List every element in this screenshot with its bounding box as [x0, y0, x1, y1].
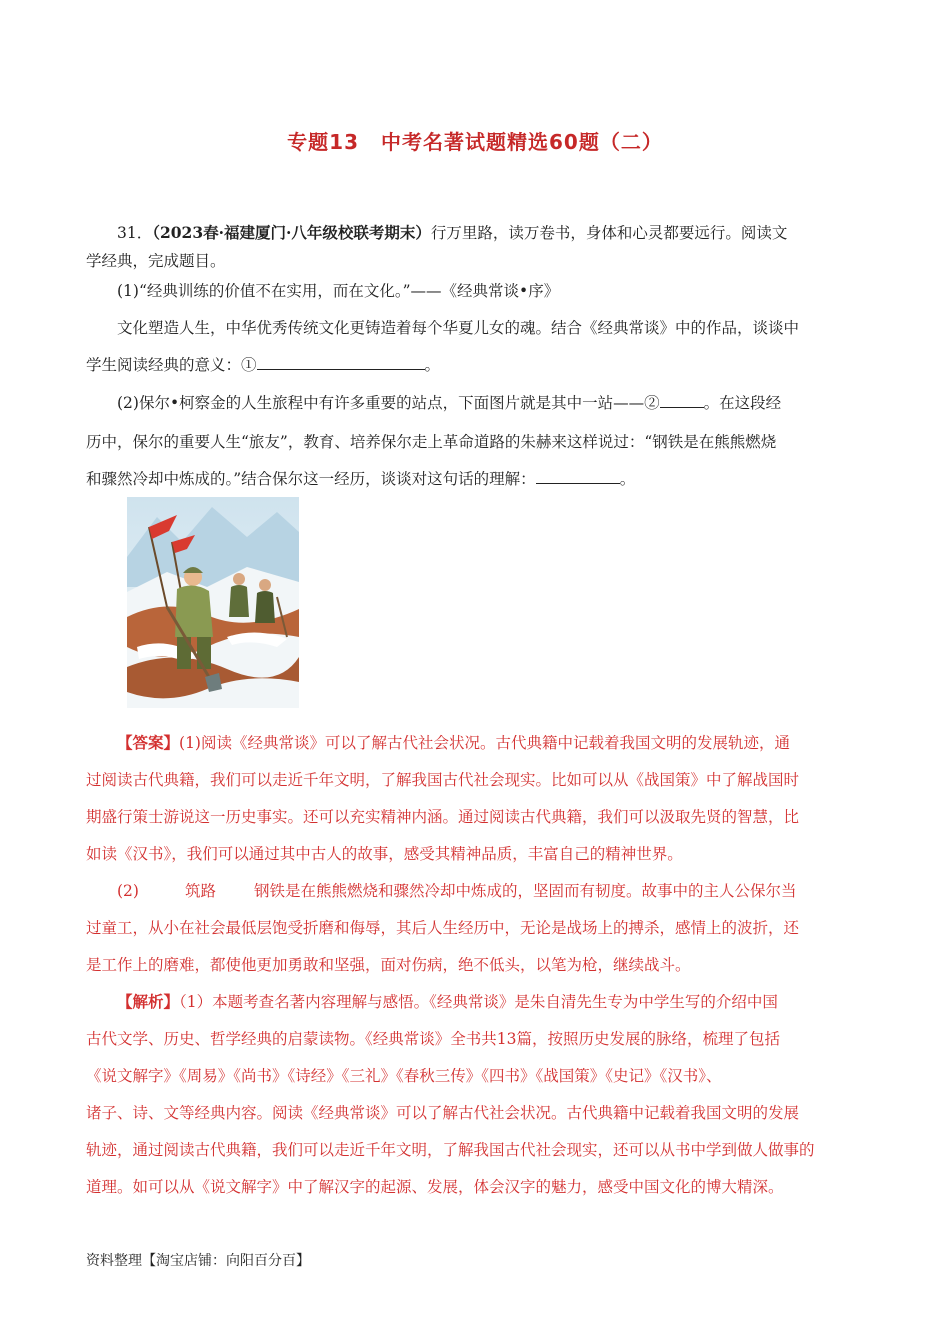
question-intro-cont: 学经典，完成题目。 — [86, 252, 226, 270]
answer-p2-line-3: 是工作上的磨难，都使他更加勇敢和坚强，面对伤病，绝不低头，以笔为枪，继续战斗。 — [86, 956, 691, 974]
answer-blank-3[interactable] — [536, 465, 620, 484]
answer-line-1: 【答案】(1)阅读《经典常谈》可以了解古代社会状况。古代典籍中记载着我国文明的发展轨迹，通 — [117, 733, 790, 752]
sub2-text: (2)保尔•柯察金的人生旅程中有许多重要的站点，下面图片就是其中一站——② 。在这段经 — [86, 382, 864, 424]
analysis-line-6: 道理。如可以从《说文解字》中了解汉字的起源、发展，体会汉字的魅力，感受中国文化的博大精深。 — [86, 1178, 784, 1196]
sub1-quote: (1)“经典训练的价值不在实用，而在文化。”——《经典常谈•序》 — [117, 282, 560, 300]
question-intro-text: 行万里路，读万卷书，身体和心灵都要远行。阅读文 — [430, 224, 788, 242]
question-block — [86, 218, 864, 498]
answer-line-4: 如读《汉书》，我们可以通过其中古人的故事，感受其精神品质，丰富自己的精神世界。 — [86, 845, 683, 863]
sub1-text: 文化塑造人生，中华优秀传统文化更铸造着每个华夏儿女的魂。结合《经典常谈》中的作品，谈谈中 — [117, 319, 800, 337]
answer-p2-word: 筑路 — [184, 882, 216, 900]
analysis-line-1: 【解析】（1）本题考查名著内容理解与感悟。《经典常谈》是朱自清先生专为中学生写的介绍中国 — [117, 992, 778, 1011]
analysis-line-4: 诸子、诗、文等经典内容。阅读《经典常谈》可以了解古代社会状况。古代典籍中记载着我国文明的发展 — [86, 1104, 800, 1122]
analysis-block — [86, 983, 864, 1206]
answer-label: 【答案】 — [117, 733, 180, 752]
analysis-line-5: 轨迹，通过阅读古代典籍，我们可以走近千年文明，了解我国古代社会现实，还可以从书中学到做人做事的 — [86, 1141, 815, 1159]
analysis-line-2: 古代文学、历史、哲学经典的启蒙读物。《经典常谈》全书共13篇，按照历史发展的脉络，梳理了包括 — [86, 1030, 780, 1048]
sub1-prompt: 学生阅读经典的意义：① 。 — [86, 348, 864, 382]
answer-block — [86, 724, 864, 984]
page-footer: 资料整理【淘宝店铺：向阳百分百】 — [86, 1253, 310, 1269]
answer-line-2: 过阅读古代典籍，我们可以走近千年文明，了解我国古代社会现实。比如可以从《战国策》中了解战国时 — [86, 771, 800, 789]
title-main: 中考名著试题精选60题（二） — [381, 130, 663, 154]
analysis-line-3: 《说文解字》《周易》《尚书》《诗经》《三礼》《春秋三传》《四书》《战国策》《史记》《汉书》、 — [86, 1067, 722, 1085]
answer-p2-line-2: 过童工，从小在社会最低层饱受折磨和侮辱，其后人生经历中，无论是战场上的搏杀，感情上的波折，还 — [86, 919, 800, 937]
soldiers-building-road-illustration — [127, 497, 299, 708]
question-source: （2023春·福建厦门·八年级校联考期末） — [152, 223, 431, 242]
answer-blank-2[interactable] — [660, 389, 704, 408]
page-title — [0, 126, 950, 155]
sub2-prompt: 和骤然冷却中炼成的。”结合保尔这一经历，谈谈对这句话的理解： 。 — [86, 461, 864, 498]
question-number: 31． — [117, 224, 153, 242]
title-topic: 专题13 — [287, 130, 359, 154]
answer-p2-line-1: (2) 筑路 钢铁是在熊熊燃烧和骤然冷却中炼成的，坚固而有韧度。故事中的主人公保尔当 — [117, 882, 797, 900]
sub2-text-cont: 历中，保尔的重要人生“旅友”，教育、培养保尔走上革命道路的朱赫来这样说过：“钢铁是在熊熊燃烧 — [86, 433, 777, 451]
answer-line-3: 期盛行策士游说这一历史事实。还可以充实精神内涵。通过阅读古代典籍，我们可以汲取先贤的智慧，比 — [86, 808, 800, 826]
question-intro — [86, 218, 864, 248]
answer-blank-1[interactable] — [257, 351, 425, 370]
analysis-label: 【解析】 — [117, 992, 180, 1011]
